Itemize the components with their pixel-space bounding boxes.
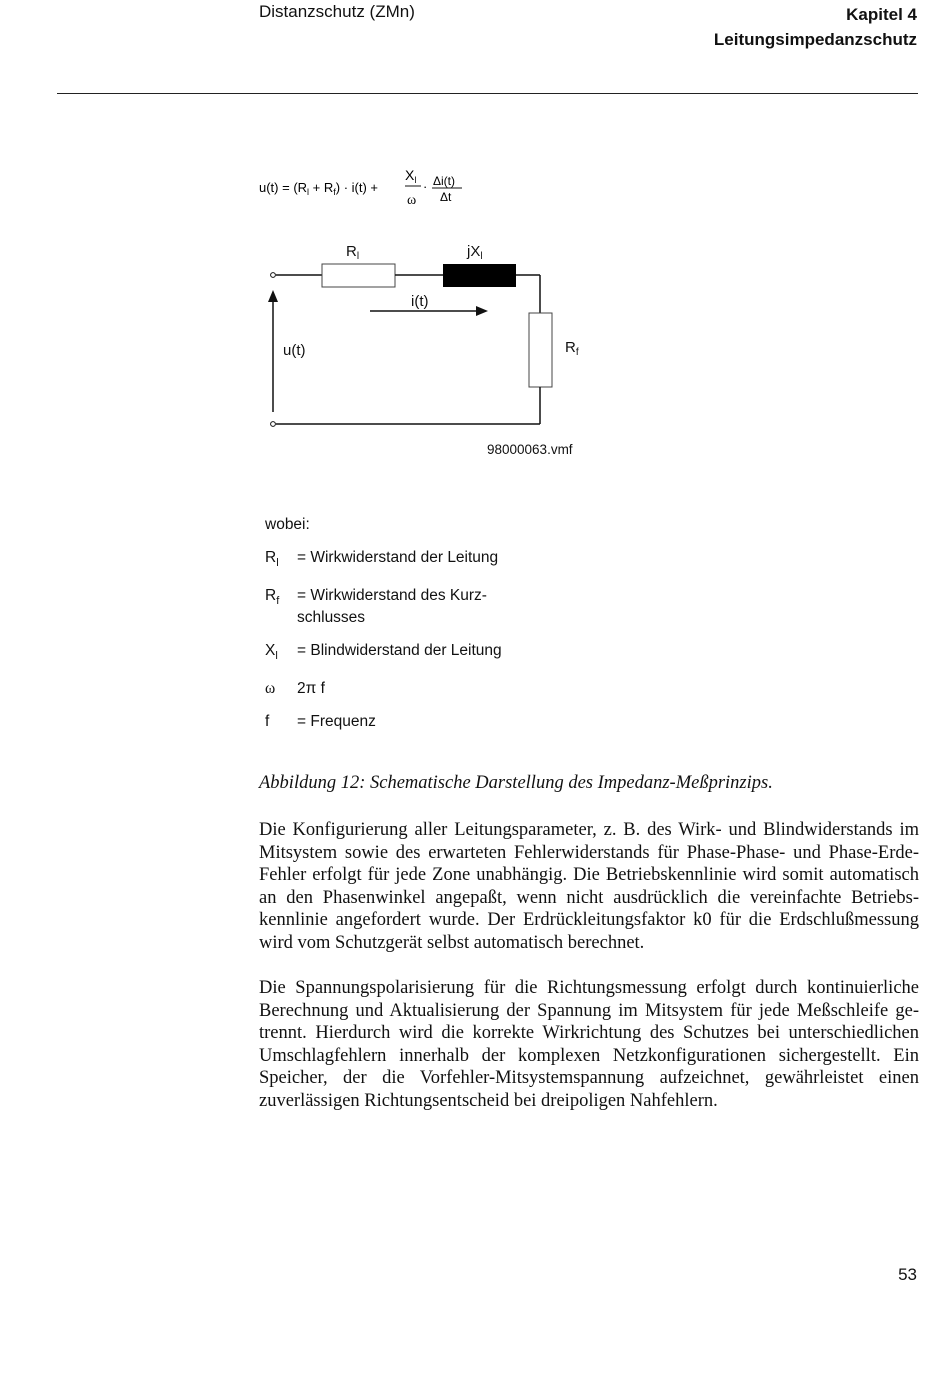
running-header-chapter-block [714, 2, 917, 52]
current-arrow-head [476, 306, 488, 316]
diagram-file-name: 98000063.vmf [487, 442, 573, 457]
fault-resistor [529, 313, 552, 387]
formula-frac1-den: ω [407, 193, 417, 208]
legend-row [265, 711, 507, 733]
rf-label-sub: f [575, 347, 579, 358]
rl-label-sub: l [356, 251, 360, 262]
legend-description: = Frequenz [297, 713, 376, 731]
legend-symbol: ω [265, 680, 276, 698]
figure-caption: Abbildung 12: Schematische Darstellung des Impedanz-Meßprinzips. [259, 773, 773, 793]
line-resistor [322, 264, 395, 287]
svg-text:Rl [346, 243, 359, 262]
terminal-top [271, 273, 276, 278]
line-reactance [443, 264, 516, 287]
legend-description: = Wirkwiderstand der Leitung [297, 549, 499, 566]
voltage-label: u(t) [283, 342, 306, 359]
header-rule [57, 93, 918, 94]
current-label: i(t) [411, 293, 429, 310]
rl-label: R [346, 243, 357, 260]
rf-label: R [565, 339, 576, 356]
legend-symbol: $R_f$ [265, 587, 280, 608]
svg-text:jXl [466, 243, 483, 262]
circuit-diagram [259, 235, 599, 465]
svg-text:Rf [565, 339, 579, 358]
formula-lhs: u(t) = (R [259, 180, 308, 195]
body-paragraph-2: Die Spannungspolarisierung für die Richtungsmessung erfolgt durch kontinuierliche Berechnung und Aktualisierung der Spannung im Mitsystem für jede Meßschleife ge-trennt. Hierdurch wird die korrekte Wirkrichtung des Schutzes bei unterschiedlichen Umschlagfehlern innerhalb der komplexen Netzkonfigurationen sichergestellt. Ein Speicher, der die Vorfehler-Mitsystemspannung aufzeichnet, gewährleistet einen zuverlässigen Richtungsentscheid bei dreipoligen Nahfehlern. [259, 978, 919, 1111]
legend-row [265, 640, 507, 667]
legend-symbol: $R_l$ [265, 549, 279, 570]
formula-rf-sub: f [333, 187, 336, 197]
formula-mid: ) · i(t) + [335, 180, 379, 195]
chapter-label: Kapitel 4 [846, 5, 917, 24]
legend-intro: wobei: [265, 516, 310, 533]
legend-description: = Wirkwiderstand des Kurz-schlusses [297, 587, 487, 627]
legend-description: = Blindwiderstand der Leitung [297, 642, 502, 660]
legend-symbol: f [265, 713, 270, 731]
jx-label: jX [467, 243, 481, 260]
svg-text:u(t) = (Rl + Rf) · i(t) + [259, 180, 378, 197]
jx-label-sub: l [480, 251, 483, 262]
running-header-title: Distanzschutz (ZMn) [259, 2, 415, 21]
symbol-legend [265, 514, 507, 744]
legend-symbol: $X_l$ [265, 642, 278, 663]
formula-frac2-num: Δi(t) [433, 174, 456, 188]
legend-row [265, 547, 507, 574]
formula-frac2-den: Δt [440, 190, 452, 204]
formula-frac1-num: X [405, 167, 415, 183]
page-number: 53 [898, 1265, 917, 1284]
legend-row [265, 678, 507, 700]
section-label: Leitungsimpedanzschutz [713, 30, 917, 49]
terminal-bottom [271, 422, 276, 427]
voltage-arrow-head [268, 290, 278, 302]
legend-row [265, 585, 507, 629]
formula-frac1-num-sub: l [414, 175, 417, 185]
body-paragraph-1: Die Konfigurierung aller Leitungsparameter, z. B. des Wirk- und Blindwiderstands im Mitsystem sowie des erwarteten Fehlerwiderstands für Phase-Phase- und Phase-Erde-Fehler erfolgt für jede Zone unabhängig. Die Betriebskennlinie wird somit automatisch an den Phasenwinkel angepaßt, wenn nicht ausdrücklich die vereinfachte Betriebs-kennlinie angefordert wurde. Der Erdrückleitungsfaktor k0 für die Erdschlußmessung wird vom Schutzgerät selbst automatisch berechnet. [259, 820, 919, 953]
formula-plus: + R [309, 180, 334, 195]
formula-dot: · [423, 179, 428, 194]
impedance-formula [259, 164, 499, 210]
formula-rl-sub: l [307, 187, 310, 197]
legend-description: 2π f [297, 680, 325, 698]
svg-text:Xl [405, 167, 416, 185]
